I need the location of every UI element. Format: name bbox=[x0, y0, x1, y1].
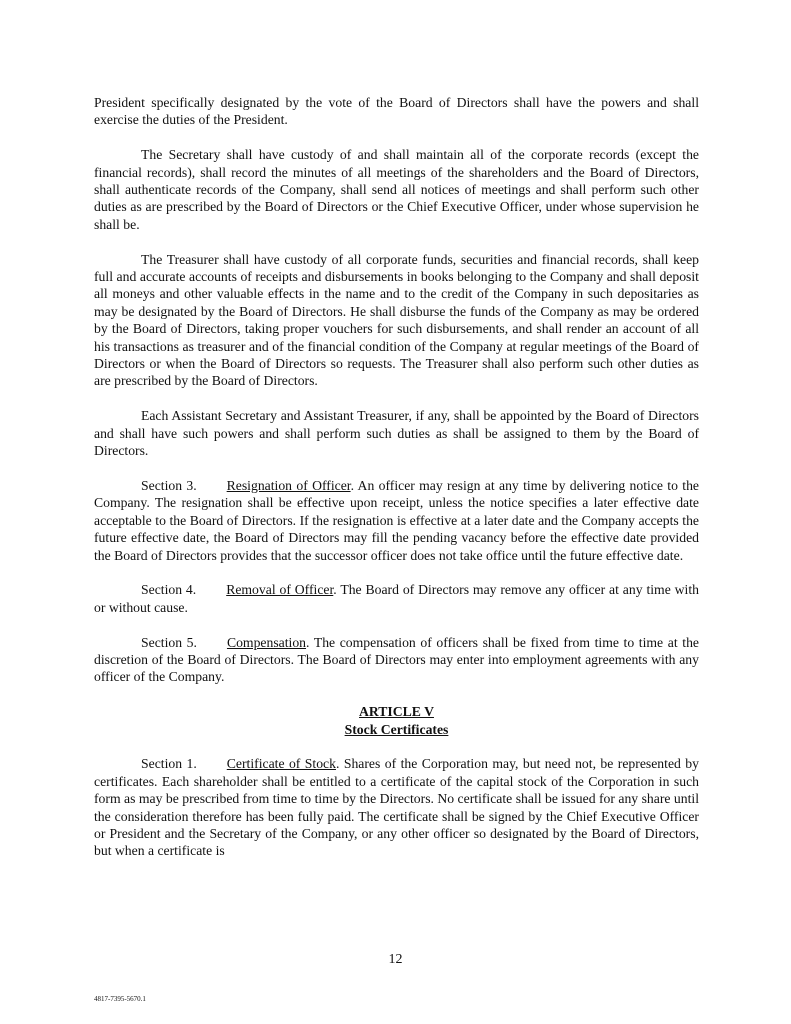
section-number: Section 4. bbox=[141, 582, 197, 598]
article-title: Stock Certificates bbox=[344, 721, 449, 737]
section-title: Compensation bbox=[226, 634, 307, 650]
paragraph-text: President specifically designated by the vote of the Board of Directors shall have the powers and shall exercise the duties of the President. bbox=[94, 95, 699, 128]
paragraph-president bbox=[94, 94, 699, 129]
paragraph-text: The Secretary shall have custody of and shall maintain all of the corporate records (except the financial records), shall record the minutes of all meetings of the shareholders and the Board of Directors, shall authenticate records of the Company, shall send all notices of meetings and shall perform such other duties as are prescribed by the Board of Directors or the Chief Executive Officer, under whose supervision he shall be. bbox=[94, 147, 699, 232]
section-4 bbox=[94, 581, 699, 616]
paragraph-assistants bbox=[94, 407, 699, 459]
section-title: Certificate of Stock bbox=[226, 756, 336, 772]
section-number: Section 3. bbox=[141, 477, 197, 493]
page-body bbox=[94, 94, 699, 877]
section-body: . An officer may resign at any time by delivering notice to the Company. The resignation shall be effective upon receipt, unless the notice specifies a later effective date acceptable to the Board of Directors. If the resignation is effective at a later date and the Company accepts the future effective date, the Board of Directors may fill the pending vacancy before the effective date provided the Board of Directors provides that the successor officer does not take office until the future effective date. bbox=[94, 477, 699, 563]
section-number: Section 1. bbox=[141, 756, 197, 772]
document-id: 4817-7395-5670.1 bbox=[94, 995, 146, 1003]
paragraph-secretary bbox=[94, 146, 699, 233]
section-body: . Shares of the Corporation may, but need not, be represented by certificates. Each shareholder shall be entitled to a certificate of the capital stock of the Corporation in such form as may be prescribed from time to time by the Directors. No certificate shall be issued for any share until the consideration therefore has been fully paid. The certificate shall be signed by the Chief Executive Officer or President and the Secretary of the Company, or any other officer so designated by the Board of Directors, but when a certificate is bbox=[94, 756, 699, 859]
article-section-1 bbox=[94, 755, 699, 859]
section-number: Section 5. bbox=[141, 634, 197, 650]
article-heading bbox=[94, 703, 699, 738]
section-title: Resignation of Officer bbox=[226, 477, 351, 493]
section-title: Removal of Officer bbox=[226, 582, 334, 598]
paragraph-treasurer bbox=[94, 251, 699, 390]
page-number: 12 bbox=[388, 952, 403, 967]
section-body: . The compensation of officers shall be fixed from time to time at the discretion of the Board of Directors. The Board of Directors may enter into employment agreements with any officer of the Company. bbox=[94, 634, 699, 685]
section-5 bbox=[94, 634, 699, 686]
article-number: ARTICLE V bbox=[359, 704, 434, 720]
paragraph-text: Each Assistant Secretary and Assistant Treasurer, if any, shall be appointed by the Board of Directors and shall have such powers and shall perform such duties as shall be assigned to them by the Board of Directors. bbox=[94, 408, 699, 459]
paragraph-text: The Treasurer shall have custody of all corporate funds, securities and financial records, shall keep full and accurate accounts of receipts and disbursements in books belonging to the Company and shall deposit all moneys and other valuable effects in the name and to the credit of the Company in such depositaries as may be designated by the Board of Directors. He shall disburse the funds of the Company as may be ordered by the Board of Directors, taking proper vouchers for such disbursements, and shall render an account of all his transactions as treasurer and of the financial condition of the Company at regular meetings of the Board of Directors or when the Board of Directors so requests. The Treasurer shall also perform such other duties as are prescribed by the Board of Directors. bbox=[94, 251, 699, 389]
section-3 bbox=[94, 477, 699, 564]
section-body: . The Board of Directors may remove any officer at any time with or without cause. bbox=[94, 582, 699, 615]
